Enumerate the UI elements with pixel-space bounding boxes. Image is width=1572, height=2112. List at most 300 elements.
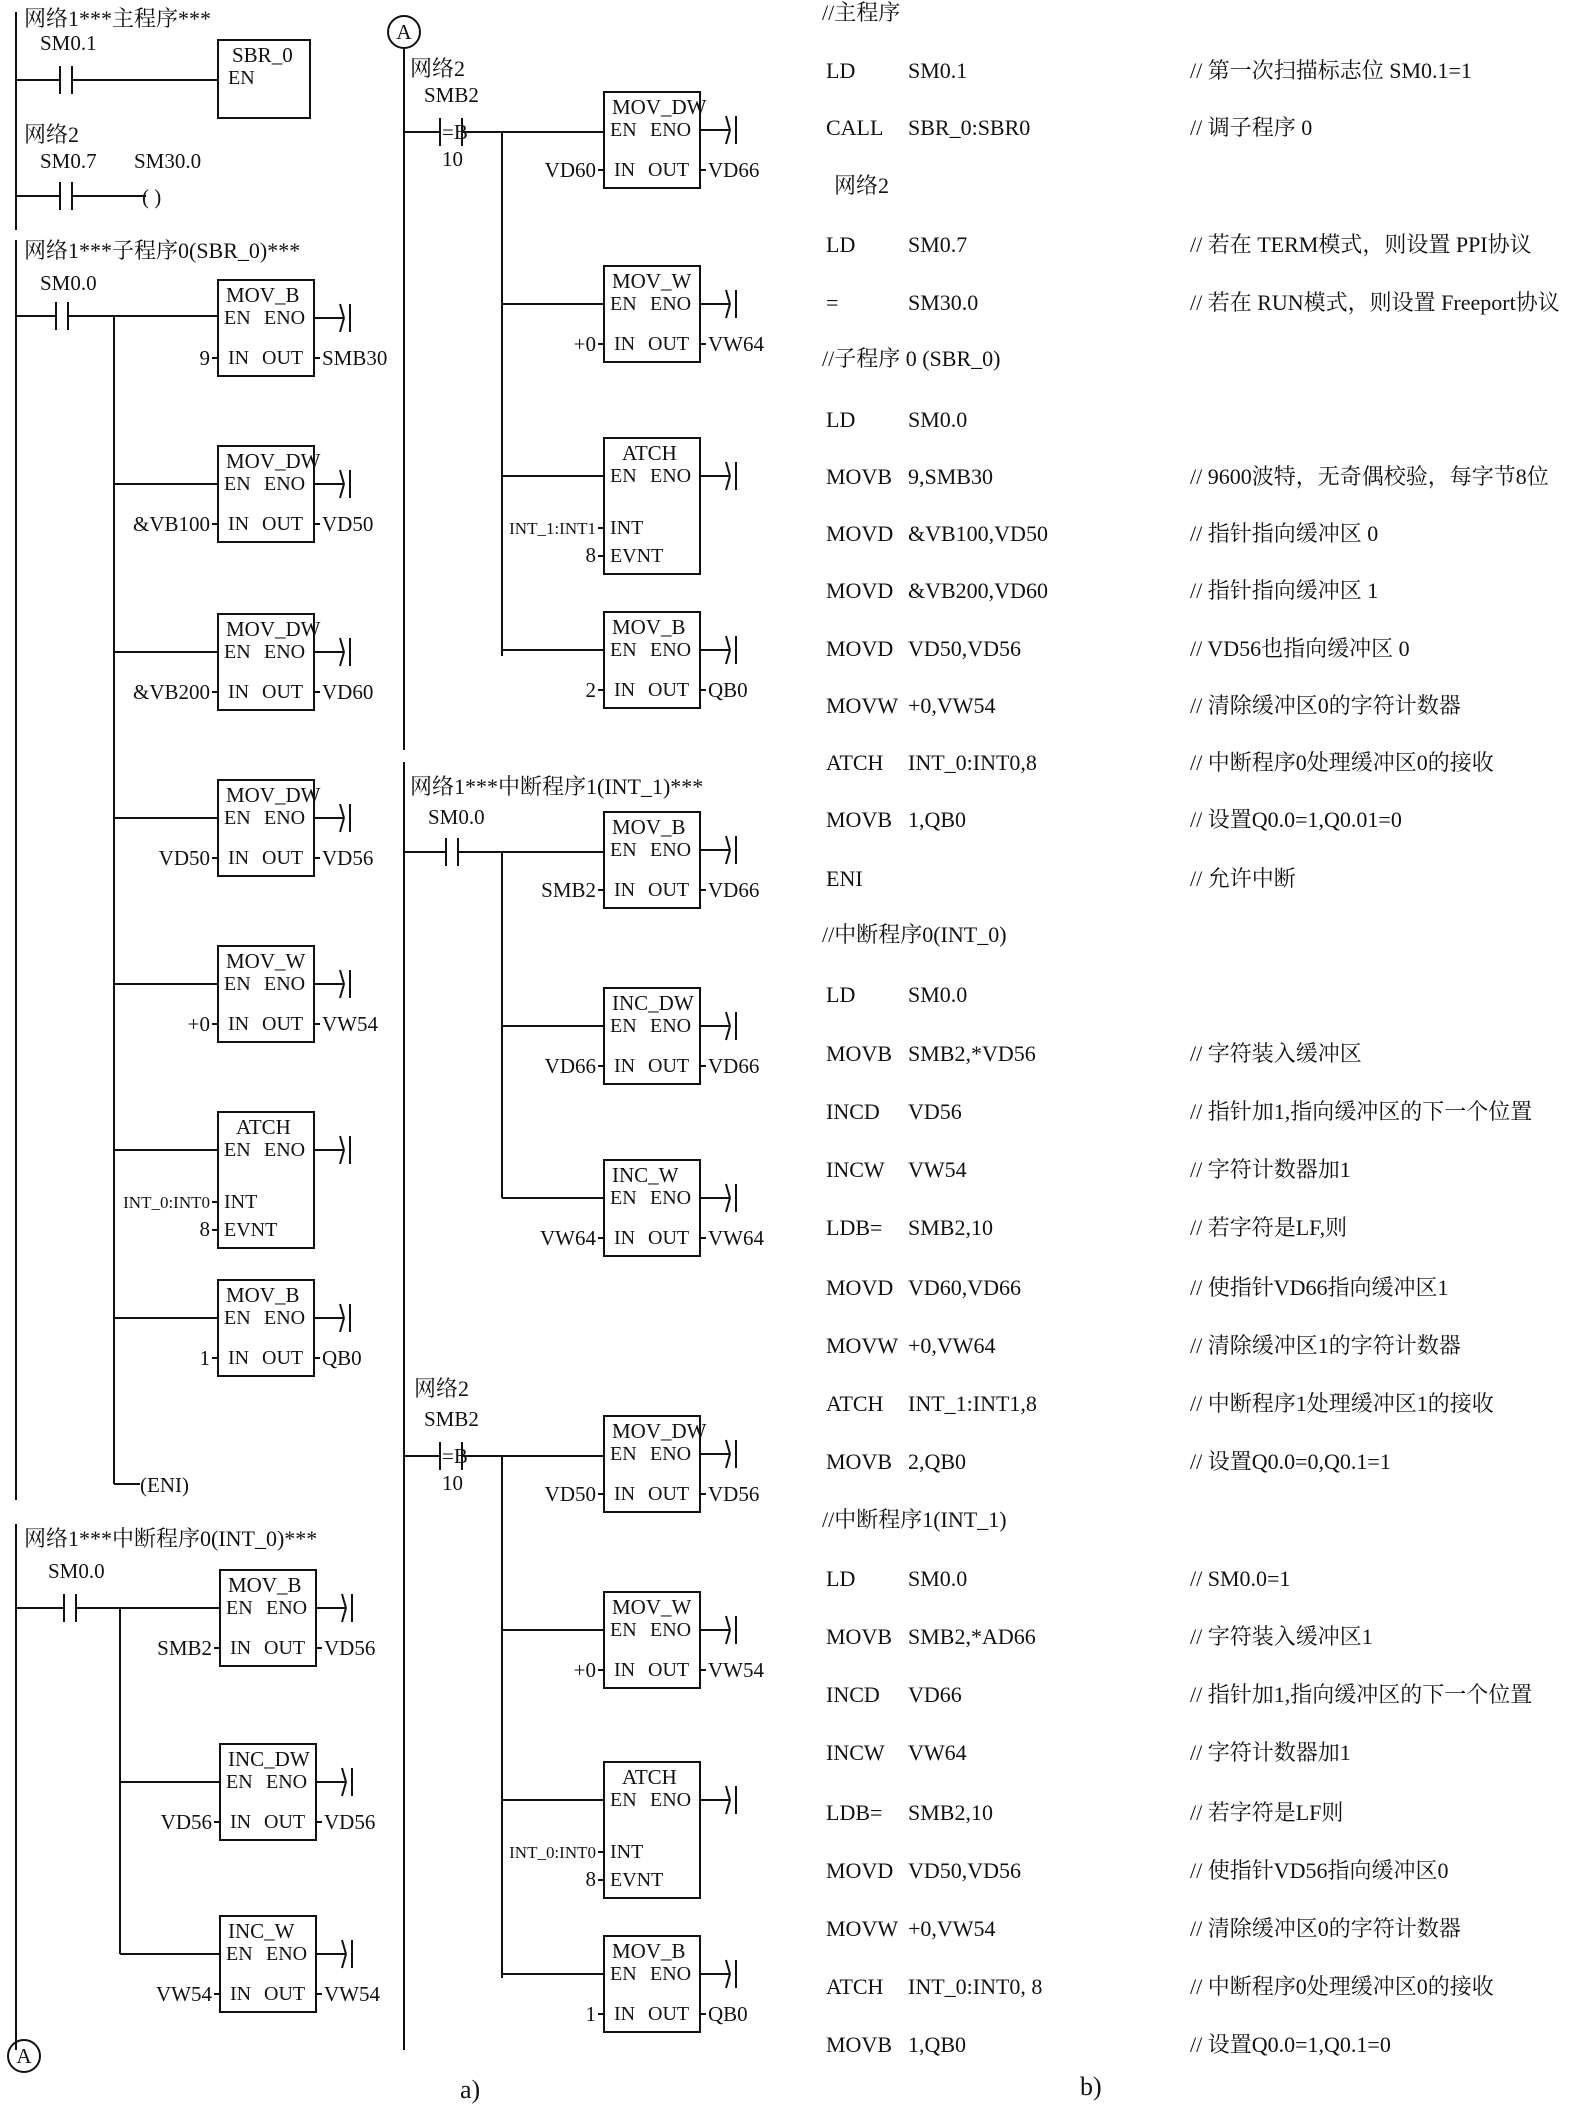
il-instruction [826,1099,962,1125]
contact-label: SM0.0 [48,1559,105,1583]
pin-out: OUT [264,1811,306,1833]
int-operand: INT_1:INT1 [509,519,596,538]
in-operand: 1 [585,2002,596,2026]
pin-evnt: EVNT [610,545,664,567]
il-instruction [826,232,967,258]
eno-arrow [726,1800,730,1814]
connector-a-bottom-label: A [16,2044,32,2068]
sbr0-title: 网络1***子程序0(SBR_0)*** [24,238,301,263]
out-operand: VW54 [324,1982,380,2006]
caption-b: b) [1080,2072,1102,2101]
eno-arrow [340,318,344,332]
il-operand: SM0.0 [908,1566,968,1591]
out-operand: VD60 [322,680,374,704]
eno-arrow [726,836,730,850]
il-comment: // 使指针VD56指向缓冲区0 [1190,1858,1449,1883]
il-comment: // 字符计数器加1 [1190,1740,1351,1765]
pin-out: OUT [262,847,304,869]
il-instruction [826,1215,993,1241]
il-instruction [826,578,1048,604]
pin-evnt: EVNT [610,1869,664,1891]
il-opcode: ATCH [826,1391,884,1416]
pin-out: OUT [264,1637,306,1659]
in-operand: &VB200 [132,680,210,704]
pin-eno: ENO [264,807,306,829]
main-net2-title: 网络2 [24,122,80,147]
eno-arrow [340,484,344,498]
il-instruction [826,1800,993,1826]
coil-sm30-0: ( ) [142,185,162,209]
out-operand: QB0 [322,1346,362,1370]
out-operand: VD50 [322,512,374,536]
il-opcode: MOVD [826,1275,894,1300]
il-comment: // 设置Q0.0=1,Q0.1=0 [1190,2032,1391,2057]
pin-en: EN [224,1307,251,1329]
il-comment: // 设置Q0.0=0,Q0.1=1 [1190,1449,1391,1474]
il-comment: // 清除缓冲区0的字符计数器 [1190,693,1461,718]
out-operand: QB0 [708,2002,748,2026]
coil-label: SM30.0 [134,149,202,173]
pin-in: IN [228,1347,250,1369]
eno-arrow [340,1150,344,1164]
eno-arrow [726,1012,730,1026]
pin-en: EN [610,1963,637,1985]
int1-title: 网络1***中断程序1(INT_1)*** [410,774,704,799]
eno-arrow [726,1616,730,1630]
pin-in: IN [614,1227,636,1249]
out-operand: VD56 [322,846,374,870]
il-instruction [826,1333,996,1359]
il-comment: // 清除缓冲区1的字符计数器 [1190,1333,1461,1358]
pin-in: IN [614,679,636,701]
il-operand: VD50,VD56 [908,636,1022,661]
pin-en: EN [610,1187,637,1209]
pin-in: IN [614,1659,636,1681]
pin-out: OUT [648,879,690,901]
pin-out: OUT [648,1227,690,1249]
caption-a: a) [460,2075,481,2104]
il-instruction [826,1624,1036,1650]
eno-arrow [726,1630,730,1644]
pin-eno: ENO [650,1619,692,1641]
pin-eno: ENO [264,973,306,995]
eno-arrow [726,304,730,318]
eno-arrow [340,984,344,998]
pin-out: OUT [262,681,304,703]
pin-en: EN [610,1443,637,1465]
in-operand: VD50 [158,846,210,870]
il-operand: &VB100,VD50 [908,521,1048,546]
il-opcode: LD [826,58,856,83]
out-operand: VD56 [324,1810,376,1834]
il-operand: &VB200,VD60 [908,578,1048,603]
in-operand: +0 [187,1012,210,1036]
int1-net2-cmp-top: SMB2 [424,1407,479,1431]
eno-arrow [726,1440,730,1454]
eno-arrow [726,116,730,130]
int0-title: 网络1***中断程序0(INT_0)*** [24,1526,318,1551]
eno-arrow [340,652,344,666]
il-comment: // 中断程序0处理缓冲区0的接收 [1190,1974,1494,1999]
il-opcode: MOVB [826,464,893,489]
il-opcode: MOVB [826,2032,893,2057]
block-name: MOV_B [226,1283,300,1307]
pin-en: EN [224,473,251,495]
il-operand: INT_1:INT1,8 [908,1391,1037,1416]
int1-net2-title: 网络2 [414,1376,470,1401]
pin-eno: ENO [264,307,306,329]
int1-net2-cmp-op: =B [442,1444,468,1468]
il-comment: // 若字符是LF则 [1190,1800,1344,1825]
eno-arrow [340,470,344,484]
pin-out: OUT [262,347,304,369]
il-opcode: INCW [826,1157,885,1182]
pin-in: IN [228,513,250,535]
pin-out: OUT [648,2003,690,2025]
il-comment: // 第一次扫描标志位 SM0.1=1 [1190,58,1472,83]
pin-in: IN [228,347,250,369]
il-operand: 2,QB0 [908,1449,967,1474]
block-name: MOV_W [612,269,692,293]
eno-arrow [340,1136,344,1150]
pin-out: OUT [648,159,690,181]
evnt-operand: 8 [585,1867,596,1891]
il-instruction [826,750,1037,776]
evnt-operand: 8 [199,1217,210,1241]
eni-coil: (ENI) [140,1473,189,1497]
in-operand: SMB2 [157,1636,212,1660]
pin-in: IN [228,847,250,869]
il-section-heading: //主程序 [822,0,901,25]
block-name: MOV_DW [612,95,707,119]
il-comment: // 使指针VD66指向缓冲区1 [1190,1275,1449,1300]
il-operand: SMB2,*VD56 [908,1041,1036,1066]
il-comment: // 中断程序1处理缓冲区1的接收 [1190,1391,1494,1416]
il-instruction [826,636,1021,662]
il-comment: // 若在 TERM模式，则设置 PPI协议 [1190,232,1532,257]
pin-en: EN [224,307,251,329]
block-name: SBR_0 [232,43,293,67]
il-opcode: CALL [826,115,884,140]
il-comment: // 允许中断 [1190,866,1296,891]
pin-out: OUT [262,513,304,535]
il-operand: VD56 [908,1099,962,1124]
pin-eno: ENO [650,1443,692,1465]
eno-arrow [726,130,730,144]
eno-arrow [340,1304,344,1318]
il-opcode: LDB= [826,1215,883,1240]
pin-out: OUT [648,1055,690,1077]
pin-eno: ENO [650,293,692,315]
in-operand: VD60 [544,158,596,182]
pin-out: OUT [648,679,690,701]
connector-a-top-label: A [396,20,412,44]
il-operand: +0,VW54 [908,693,996,718]
out-operand: VD66 [708,1054,760,1078]
il-opcode: MOVW [826,693,899,718]
block-name: ATCH [622,441,677,465]
int-operand: INT_0:INT0 [123,1193,210,1212]
il-instruction [826,807,966,833]
pin-out: OUT [264,1983,306,2005]
il-comment: // 中断程序0处理缓冲区0的接收 [1190,750,1494,775]
eno-arrow [726,1198,730,1212]
pin-int: INT [610,1841,644,1863]
il-opcode: ENI [826,866,863,891]
pin-eno: ENO [264,1307,306,1329]
pin-eno: ENO [264,1139,306,1161]
il-opcode: LD [826,407,856,432]
il-instruction [826,1682,962,1708]
eno-arrow [726,850,730,864]
block-name: MOV_DW [226,617,321,641]
il-comment: // 字符装入缓冲区 [1190,1041,1362,1066]
il-comment: // 字符计数器加1 [1190,1157,1351,1182]
eno-arrow [340,818,344,832]
eno-arrow [342,1940,346,1954]
il-opcode: ATCH [826,1974,884,1999]
il-operand: 1,QB0 [908,807,967,832]
main-net1-title: 网络1***主程序*** [24,6,212,31]
il-opcode: MOVB [826,1624,893,1649]
eno-arrow [726,636,730,650]
in-operand: VD66 [544,1054,596,1078]
eno-arrow [342,1782,346,1796]
in-operand: &VB100 [132,512,210,536]
eno-arrow [726,1974,730,1988]
il-comment: // 清除缓冲区0的字符计数器 [1190,1916,1461,1941]
contact-label: SM0.1 [40,31,97,55]
il-opcode: INCD [826,1682,880,1707]
out-operand: VD66 [708,878,760,902]
pin-en: EN [224,641,251,663]
il-operand: SM0.1 [908,58,968,83]
contact-label: SM0.7 [40,149,97,173]
pin-en: EN [228,67,255,89]
il-operand: SMB2,*AD66 [908,1624,1036,1649]
il-operand: INT_0:INT0, 8 [908,1974,1043,1999]
pin-in: IN [230,1983,252,2005]
in-operand: VD56 [160,1810,212,1834]
il-comment: // 指针指向缓冲区 0 [1190,521,1379,546]
out-operand: QB0 [708,678,748,702]
pin-en: EN [610,293,637,315]
pin-out: OUT [262,1347,304,1369]
il-section-heading: //中断程序1(INT_1) [822,1507,1007,1532]
in-operand: VW64 [540,1226,596,1250]
in-operand: 2 [585,678,596,702]
il-opcode: MOVB [826,807,893,832]
il-comment: // 9600波特，无奇偶校验，每字节8位 [1190,464,1549,489]
il-opcode: MOVW [826,1916,899,1941]
il-instruction [826,1449,966,1475]
pin-in: IN [614,879,636,901]
out-operand: VW64 [708,1226,764,1250]
il-instruction [826,1740,967,1766]
eno-arrow [726,290,730,304]
il-opcode: INCD [826,1099,880,1124]
il-opcode: LD [826,982,856,1007]
block-name: INC_W [228,1919,295,1943]
pin-out: OUT [262,1013,304,1035]
block-name: MOV_W [612,1595,692,1619]
pin-eno: ENO [264,473,306,495]
eno-arrow [726,1960,730,1974]
il-operand: VD50,VD56 [908,1858,1022,1883]
pin-en: EN [610,1015,637,1037]
pin-eno: ENO [266,1771,308,1793]
eno-arrow [340,638,344,652]
il-instruction [826,1041,1036,1067]
il-instruction [826,693,996,719]
il-instruction [826,1157,967,1183]
out-operand: VD66 [708,158,760,182]
il-operand: VD66 [908,1682,962,1707]
evnt-operand: 8 [585,543,596,567]
int0-net2-cmp-bot: 10 [442,147,463,171]
block-name: INC_DW [612,991,694,1015]
int1-net2-cmp-bot: 10 [442,1471,463,1495]
il-instruction [826,290,978,316]
pin-en: EN [610,1789,637,1811]
il-opcode: MOVD [826,1858,894,1883]
in-operand: SMB2 [541,878,596,902]
out-operand: VD56 [708,1482,760,1506]
il-opcode: MOVB [826,1041,893,1066]
eno-arrow [726,462,730,476]
il-operand: VW54 [908,1157,967,1182]
pin-en: EN [224,1139,251,1161]
il-instruction [826,407,967,433]
il-instruction [826,982,967,1008]
il-operand: INT_0:INT0,8 [908,750,1037,775]
block-name: MOV_B [612,615,686,639]
pin-in: IN [614,2003,636,2025]
eno-arrow [340,304,344,318]
il-instruction [826,521,1048,547]
pin-int: INT [610,517,644,539]
eno-arrow [726,476,730,490]
in-operand: VW54 [156,1982,212,2006]
block-name: MOV_B [228,1573,302,1597]
block-name: MOV_DW [226,449,321,473]
block-name: ATCH [622,1765,677,1789]
il-comment: // SM0.0=1 [1190,1566,1291,1591]
pin-eno: ENO [650,465,692,487]
eno-arrow [726,650,730,664]
il-operand: +0,VW64 [908,1333,996,1358]
il-opcode: LD [826,1566,856,1591]
in-operand: 1 [199,1346,210,1370]
pin-en: EN [226,1597,253,1619]
il-opcode: MOVW [826,1333,899,1358]
int0-net2-title: 网络2 [410,56,466,81]
il-operand: VD60,VD66 [908,1275,1022,1300]
pin-en: EN [610,639,637,661]
int0-net2-cmp-op: =B [442,120,468,144]
pin-out: OUT [648,1483,690,1505]
out-operand: VW54 [322,1012,378,1036]
il-instruction [826,866,908,892]
il-operand: SM0.7 [908,232,968,257]
pin-in: IN [614,1055,636,1077]
pin-eno: ENO [266,1597,308,1619]
pin-en: EN [226,1943,253,1965]
il-opcode: MOVD [826,521,894,546]
block-name: ATCH [236,1115,291,1139]
il-comment: // 字符装入缓冲区1 [1190,1624,1373,1649]
il-operand: SM0.0 [908,407,968,432]
pin-eno: ENO [650,839,692,861]
il-instruction [826,58,967,84]
pin-eno: ENO [266,1943,308,1965]
block-name: MOV_B [612,1939,686,1963]
il-operand: VW64 [908,1740,967,1765]
in-operand: +0 [573,1658,596,1682]
il-opcode: LDB= [826,1800,883,1825]
pin-in: IN [230,1637,252,1659]
int0-net2-cmp-top: SMB2 [424,83,479,107]
il-operand: 9,SMB30 [908,464,993,489]
eno-arrow [726,1184,730,1198]
eno-arrow [342,1954,346,1968]
il-section-heading: 网络2 [834,173,890,198]
eno-arrow [340,804,344,818]
block-name: MOV_B [612,815,686,839]
out-operand: VW64 [708,332,764,356]
il-instruction [826,1391,1037,1417]
pin-eno: ENO [650,1789,692,1811]
pin-in: IN [230,1811,252,1833]
in-operand: +0 [573,332,596,356]
pin-en: EN [226,1771,253,1793]
pin-en: EN [610,839,637,861]
il-comment: // 若在 RUN模式，则设置 Freeport协议 [1190,290,1560,315]
il-operand: SM30.0 [908,290,979,315]
block-name: MOV_B [226,283,300,307]
in-operand: VD50 [544,1482,596,1506]
il-opcode: LD [826,232,856,257]
il-operand: SMB2,10 [908,1215,993,1240]
il-instruction [826,464,993,490]
pin-out: OUT [648,1659,690,1681]
pin-in: IN [614,159,636,181]
il-operand: SM0.0 [908,982,968,1007]
il-instruction [826,1974,1042,2000]
pin-eno: ENO [650,1963,692,1985]
il-comment: // 若字符是LF,则 [1190,1215,1348,1240]
il-operand: 1,QB0 [908,2032,967,2057]
il-opcode: MOVD [826,578,894,603]
eno-arrow [340,970,344,984]
pin-en: EN [610,465,637,487]
eno-arrow [342,1768,346,1782]
contact-label: SM0.0 [428,805,485,829]
pin-en: EN [224,807,251,829]
pin-in: IN [228,1013,250,1035]
il-opcode: MOVB [826,1449,893,1474]
pin-en: EN [224,973,251,995]
out-operand: VD56 [324,1636,376,1660]
il-opcode: MOVD [826,636,894,661]
pin-eno: ENO [650,119,692,141]
block-name: INC_W [612,1163,679,1187]
pin-in: IN [614,333,636,355]
eno-arrow [342,1608,346,1622]
in-operand: 9 [199,346,210,370]
int-operand: INT_0:INT0 [509,1843,596,1862]
pin-int: INT [224,1191,258,1213]
